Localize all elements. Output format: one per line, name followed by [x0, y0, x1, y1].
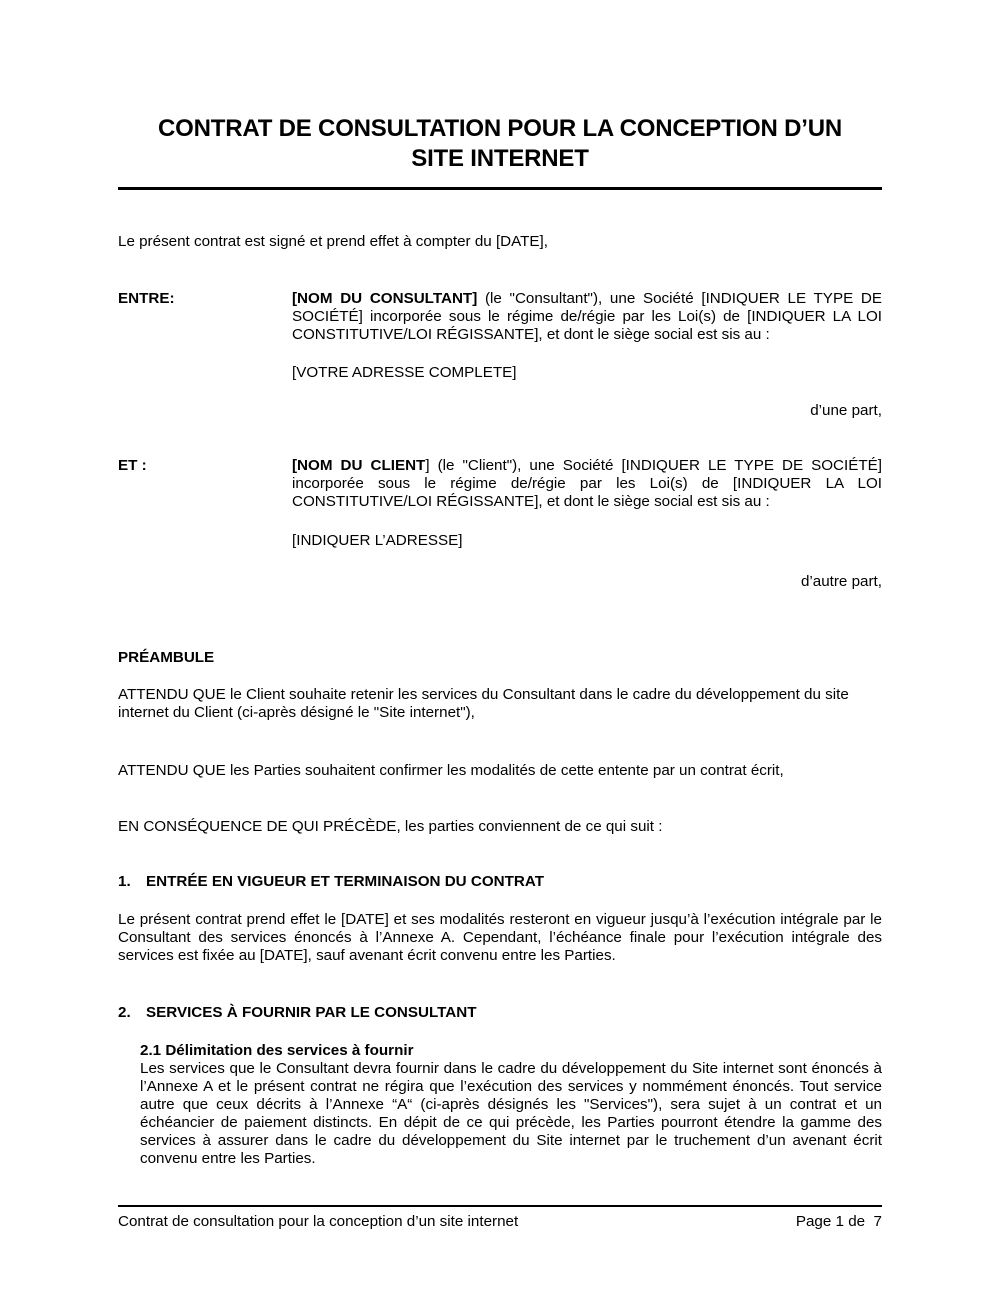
preamble-paragraph-3: EN CONSÉQUENCE DE QUI PRÉCÈDE, les parties conviennent de ce qui suit : [118, 818, 663, 835]
section-1-heading [118, 873, 544, 891]
consultant-name-placeholder: [NOM DU CONSULTANT] [292, 290, 478, 307]
consultant-description-text: (le "Consultant"), une Société [INDIQUER LE TYPE DE SOCIÉTÉ] incorporée sous le régime de/régie par les Loi(s) de [INDIQUER LA LOI CONSTITUTIVE/LOI RÉGISSANTE], et dont le siège social est sis au : [292, 290, 883, 343]
section-2-heading [118, 1004, 476, 1022]
section-1-title: ENTRÉE EN VIGUEUR ET TERMINAISON DU CONTRAT [146, 873, 544, 890]
client-name-placeholder: [NOM DU CLIENT [292, 457, 426, 474]
party-client-description [292, 457, 882, 511]
party-label-consultant: ENTRE: [118, 290, 175, 307]
consultant-closing: d’une part, [810, 402, 882, 419]
consultant-address: [VOTRE ADRESSE COMPLETE] [292, 364, 517, 381]
footer-divider [118, 1205, 882, 1207]
party-label-client: ET : [118, 457, 147, 474]
preamble-paragraph-2: ATTENDU QUE les Parties souhaitent confirmer les modalités de cette entente par un contrat écrit, [118, 762, 784, 779]
document-title [118, 114, 882, 174]
title-line-2: SITE INTERNET [411, 145, 589, 172]
footer-page-number: Page 1 de 7 [795, 1213, 882, 1230]
title-line-1: CONTRAT DE CONSULTATION POUR LA CONCEPTION D’UN [158, 115, 842, 142]
footer-document-title: Contrat de consultation pour la conception d’un site internet [118, 1213, 519, 1230]
section-1-number: 1. [118, 873, 131, 890]
client-address: [INDIQUER L’ADRESSE] [292, 532, 463, 549]
title-divider [118, 187, 882, 190]
section-2-title: SERVICES À FOURNIR PAR LE CONSULTANT [146, 1004, 477, 1021]
client-closing: d’autre part, [800, 573, 882, 590]
preamble-heading: PRÉAMBULE [118, 649, 215, 666]
section-1-body: Le présent contrat prend effet le [DATE] et ses modalités resteront en vigueur jusqu’à l’exécution intégrale par le Consultant des services énoncés à l’Annexe A. Cependant, l’échéance finale pour l’exécution intégrale des services est fixée au [DATE], sauf avenant écrit convenu entre les Parties. [118, 911, 882, 964]
subsection-2-1-heading: 2.1 Délimitation des services à fournir [140, 1042, 414, 1059]
intro-paragraph: Le présent contrat est signé et prend effet à compter du [DATE], [118, 233, 548, 250]
client-description-text: ] (le "Client"), une Société [INDIQUER LE TYPE DE SOCIÉTÉ] incorporée sous le régime de/régie par les Loi(s) de [INDIQUER LA LOI CONSTITUTIVE/LOI RÉGISSANTE], et dont le siège social est sis au : [292, 457, 882, 510]
section-2-number: 2. [118, 1004, 131, 1021]
party-consultant-description [292, 290, 882, 344]
subsection-2-1-body: Les services que le Consultant devra fournir dans le cadre du développement du Site internet sont énoncés à l’Annexe A et le présent contrat ne régira que l’exécution des services y nommément énoncés. Tout service autre que ceux décrits à l’Annexe “A“ (ci-après désignés les "Services"), sera sujet à un contrat et un échéancier de paiement distincts. En dépit de ce qui précède, les Parties pourront étendre la gamme des services à assurer dans le cadre du développement du Site internet par le truchement d’un avenant écrit convenu entre les Parties. [140, 1060, 882, 1167]
preamble-paragraph-1: ATTENDU QUE le Client souhaite retenir les services du Consultant dans le cadre du développement du site internet du Client (ci-après désigné le "Site internet"), [118, 686, 849, 721]
